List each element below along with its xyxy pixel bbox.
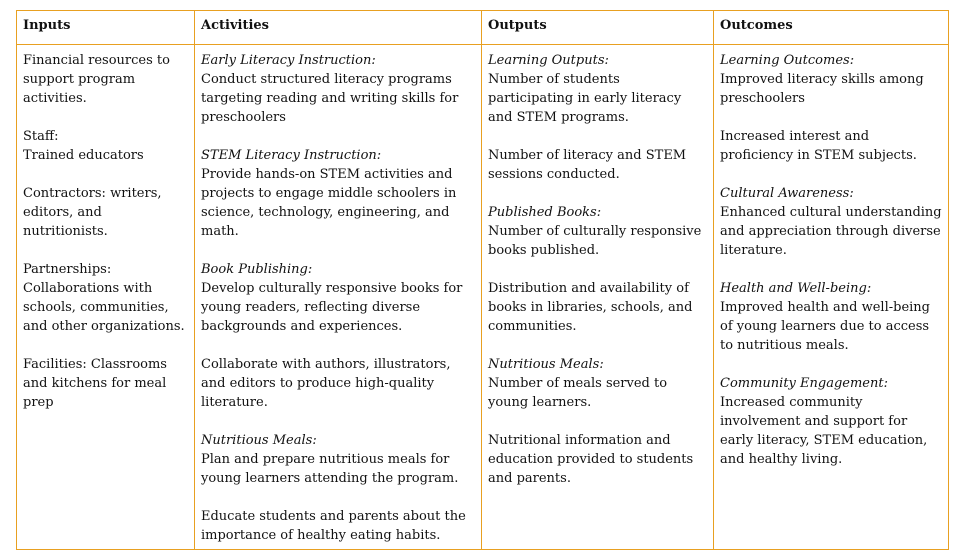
output-text: Nutritional information and education provided to students and parents. <box>488 433 694 486</box>
outcome-text: Enhanced cultural understanding and appreciation through diverse literature. <box>720 205 942 258</box>
outcome-text: Improved literacy skills among preschoolers <box>720 72 924 106</box>
activity-text: Provide hands-on STEM activities and projects to engage middle schoolers in science, technology, engineering, and math. <box>201 167 457 239</box>
output-heading: Learning Outputs: <box>488 53 609 68</box>
header-activities: Activities <box>195 11 482 45</box>
activity-text: Plan and prepare nutritious meals for young learners attending the program. <box>201 452 459 486</box>
activity-text: Collaborate with authors, illustrators, and editors to produce high-quality literature. <box>201 357 451 410</box>
outcome-text: Improved health and well-being of young learners due to access to nutritious meals. <box>720 300 930 353</box>
activity-item <box>201 507 475 545</box>
input-label: Partnerships: <box>23 262 112 277</box>
outcome-heading: Cultural Awareness: <box>720 186 854 201</box>
input-label: Staff: <box>23 129 59 144</box>
output-text: Distribution and availability of books in libraries, schools, and communities. <box>488 281 693 334</box>
output-item <box>488 355 707 412</box>
input-item <box>23 184 188 241</box>
output-text: Number of literacy and STEM sessions conducted. <box>488 148 687 182</box>
content-row <box>17 45 949 550</box>
output-item <box>488 279 707 336</box>
activity-text: Educate students and parents about the importance of healthy eating habits. <box>201 509 466 543</box>
output-item <box>488 431 707 488</box>
activity-heading: Early Literacy Instruction: <box>201 53 376 68</box>
output-item <box>488 203 707 260</box>
outcome-item <box>720 184 942 260</box>
outcome-text: Increased interest and proficiency in STEM subjects. <box>720 129 917 163</box>
outcome-item <box>720 374 942 469</box>
header-outputs: Outputs <box>482 11 714 45</box>
outcome-text: Increased community involvement and support for early literacy, STEM education, and healthy living. <box>720 395 928 467</box>
outcome-heading: Community Engagement: <box>720 376 888 391</box>
header-row <box>17 11 949 45</box>
activity-heading: Nutritious Meals: <box>201 433 317 448</box>
outcome-item <box>720 279 942 355</box>
output-text: Number of meals served to young learners. <box>488 376 668 410</box>
outcome-item <box>720 51 942 108</box>
activity-item <box>201 146 475 241</box>
input-item <box>23 260 188 336</box>
output-item <box>488 51 707 127</box>
activity-heading: Book Publishing: <box>201 262 313 277</box>
inputs-cell <box>17 45 195 550</box>
input-item <box>23 127 188 165</box>
input-item <box>23 355 188 412</box>
input-text: Contractors: writers, editors, and nutritionists. <box>23 186 162 239</box>
output-text: Number of culturally responsive books published. <box>488 224 702 258</box>
activity-text: Develop culturally responsive books for young readers, reflecting diverse backgrounds and experiences. <box>201 281 463 334</box>
activity-heading: STEM Literacy Instruction: <box>201 148 382 163</box>
input-item <box>23 51 188 108</box>
output-text: Number of students participating in early literacy and STEM programs. <box>488 72 682 125</box>
header-inputs: Inputs <box>17 11 195 45</box>
output-item <box>488 146 707 184</box>
activity-text: Conduct structured literacy programs targeting reading and writing skills for preschoolers <box>201 72 459 125</box>
input-text: Trained educators <box>23 148 144 163</box>
activities-cell <box>195 45 482 550</box>
output-heading: Nutritious Meals: <box>488 357 604 372</box>
input-text: Financial resources to support program activities. <box>23 53 170 106</box>
outcome-heading: Learning Outcomes: <box>720 53 855 68</box>
outcome-heading: Health and Well-being: <box>720 281 872 296</box>
activity-item <box>201 51 475 127</box>
input-text: Collaborations with schools, communities, and other organizations. <box>23 281 185 334</box>
activity-item <box>201 431 475 488</box>
header-outcomes: Outcomes <box>714 11 949 45</box>
outcome-item <box>720 127 942 165</box>
outcomes-cell <box>714 45 949 550</box>
activity-item <box>201 260 475 336</box>
outputs-cell <box>482 45 714 550</box>
input-text: Facilities: Classrooms and kitchens for meal prep <box>23 357 167 410</box>
output-heading: Published Books: <box>488 205 602 220</box>
activity-item <box>201 355 475 412</box>
logic-model-table <box>16 10 949 550</box>
